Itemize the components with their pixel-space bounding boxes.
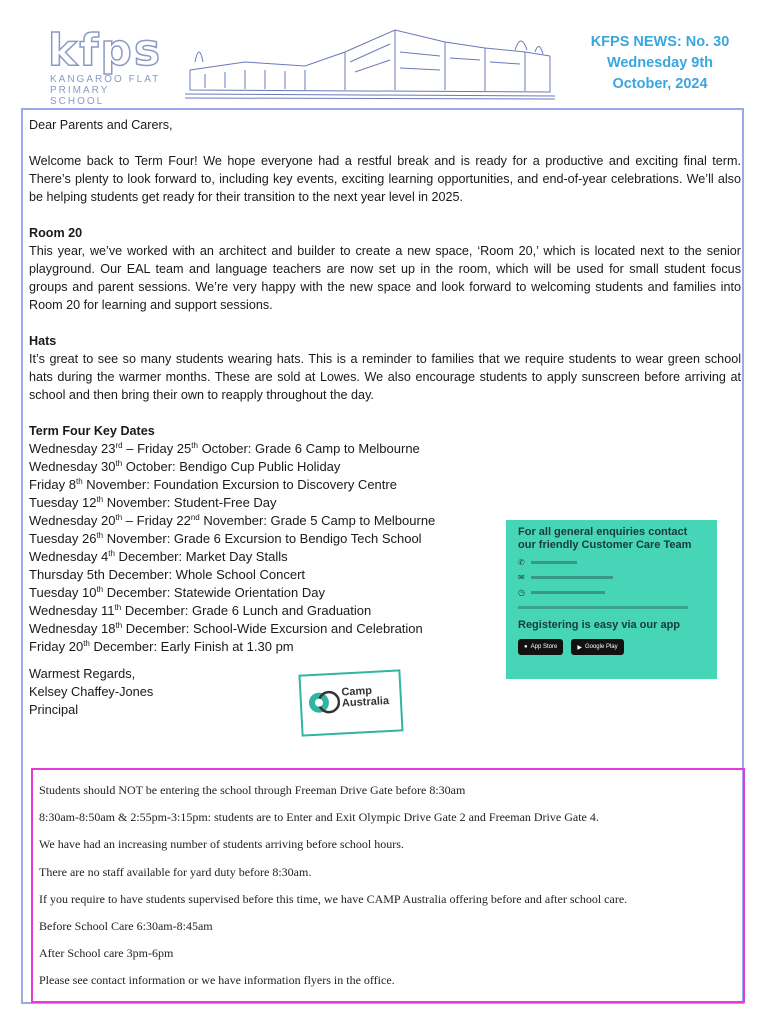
date-item: Friday 8th November: Foundation Excursion to Discovery Centre: [29, 477, 397, 492]
apple-icon: ●: [524, 644, 528, 650]
camp-logo-line2: Australia: [341, 695, 390, 710]
logo-letters: kfps: [48, 25, 163, 76]
google-play-badge[interactable]: ▶ Google Play: [571, 639, 623, 655]
logo-line-1: KANGAROO FLAT: [50, 74, 161, 85]
notice-line: Before School Care 6:30am-8:45am: [39, 918, 213, 933]
promo-note-line: [518, 605, 705, 611]
store-badges: [518, 639, 705, 655]
notice-line: Students should NOT be entering the school through Freeman Drive Gate before 8:30am: [39, 783, 466, 797]
newsletter-info: [560, 32, 760, 95]
app-store-badge[interactable]: ● App Store: [518, 639, 563, 655]
date-item: Wednesday 30th October: Bendigo Cup Public Holiday: [29, 459, 341, 474]
promo-hours-row: [518, 588, 705, 597]
date-item: Tuesday 10th December: Statewide Orientation Day: [29, 585, 325, 600]
room20-heading: Room 20: [29, 226, 83, 240]
camp-logo-line1: Camp: [341, 684, 373, 699]
school-building-illustration: [185, 22, 555, 100]
news-day: Wednesday 9th: [606, 55, 714, 71]
camp-australia-logo: [298, 669, 403, 736]
email-icon: ✉: [518, 573, 525, 582]
notice-line: If you require to have students supervised before this time, we have CAMP Australia offering before and after school care.: [39, 891, 628, 906]
clock-icon: ◷: [518, 588, 525, 597]
signoff-name: Kelsey Chaffey-Jones: [29, 684, 154, 699]
greeting: Dear Parents and Carers,: [29, 118, 173, 132]
camp-australia-icon: [307, 689, 340, 717]
customer-care-promo: [506, 520, 717, 679]
date-item: Wednesday 4th December: Market Day Stalls: [29, 549, 288, 564]
notice-line: After School care 3pm-6pm: [39, 946, 174, 961]
signoff: [29, 665, 153, 719]
promo-title: For all general enquiries contact our friendly Customer Care Team: [518, 526, 692, 551]
notice-line: 8:30am-8:50am & 2:55pm-3:15pm: students are to Enter and Exit Olympic Drive Gate 2 and Freeman Drive Gate 4.: [39, 810, 599, 825]
news-date: October, 2024: [612, 76, 708, 92]
intro-paragraph: Welcome back to Term Four! We hope everyone had a restful break and is ready for a productive and exciting final term. There’s plenty to look forward to, including key events, exciting learning opportunities, and end-of-year celebrations. We’ll also be helping students get ready for their transition to the next year level in 2025.: [29, 154, 741, 204]
promo-phone-row: [518, 558, 705, 567]
date-item: Wednesday 11th December: Grade 6 Lunch and Graduation: [29, 603, 372, 618]
signoff-title: Principal: [29, 702, 79, 717]
dates-heading: Term Four Key Dates: [29, 424, 155, 438]
news-number: KFPS NEWS: No. 30: [590, 34, 730, 50]
arrival-notice-box: [31, 768, 745, 1003]
date-item: Friday 20th December: Early Finish at 1.30 pm: [29, 639, 294, 654]
date-item: Thursday 5th December: Whole School Concert: [29, 567, 306, 582]
date-item: Tuesday 26th November: Grade 6 Excursion to Bendigo Tech School: [29, 531, 422, 546]
notice-line: There are no staff available for yard duty before 8:30am.: [39, 864, 312, 879]
page-header: [0, 0, 770, 108]
school-logo: [48, 25, 168, 107]
date-item: Wednesday 20th – Friday 22nd November: Grade 5 Camp to Melbourne: [29, 513, 436, 528]
signoff-regards: Warmest Regards,: [29, 666, 136, 681]
phone-icon: ✆: [518, 558, 525, 567]
play-icon: ▶: [577, 644, 582, 651]
hats-heading: Hats: [29, 334, 57, 348]
promo-register: Registering is easy via our app: [518, 619, 681, 631]
date-item: Tuesday 12th November: Student-Free Day: [29, 495, 277, 510]
hats-paragraph: It’s great to see so many students wearing hats. This is a reminder to families that we require students to wear green school hats during the warmer months. These are sold at Lowes. We also encourage students to apply sunscreen before arriving at school and then bring their own to reapply throughout the day.: [29, 352, 741, 402]
date-item: Wednesday 23rd – Friday 25th October: Grade 6 Camp to Melbourne: [29, 441, 420, 456]
logo-line-2: PRIMARY SCHOOL: [50, 85, 110, 107]
notice-line: Please see contact information or we have information flyers in the office.: [39, 973, 395, 988]
room20-paragraph: This year, we’ve worked with an architect and builder to create a new space, ‘Room 20,’ which is located next to the senior playground. Our EAL team and language teachers are now set up in the room, which will be used for small student focus groups and parent sessions. We’re very happy with the new space and look forward to welcoming students and families into Room 20 for learning and support sessions.: [29, 244, 741, 312]
notice-line: We have had an increasing number of students arriving before school hours.: [39, 837, 404, 852]
date-item: Wednesday 18th December: School-Wide Excursion and Celebration: [29, 621, 423, 636]
promo-email-row: [518, 573, 705, 582]
